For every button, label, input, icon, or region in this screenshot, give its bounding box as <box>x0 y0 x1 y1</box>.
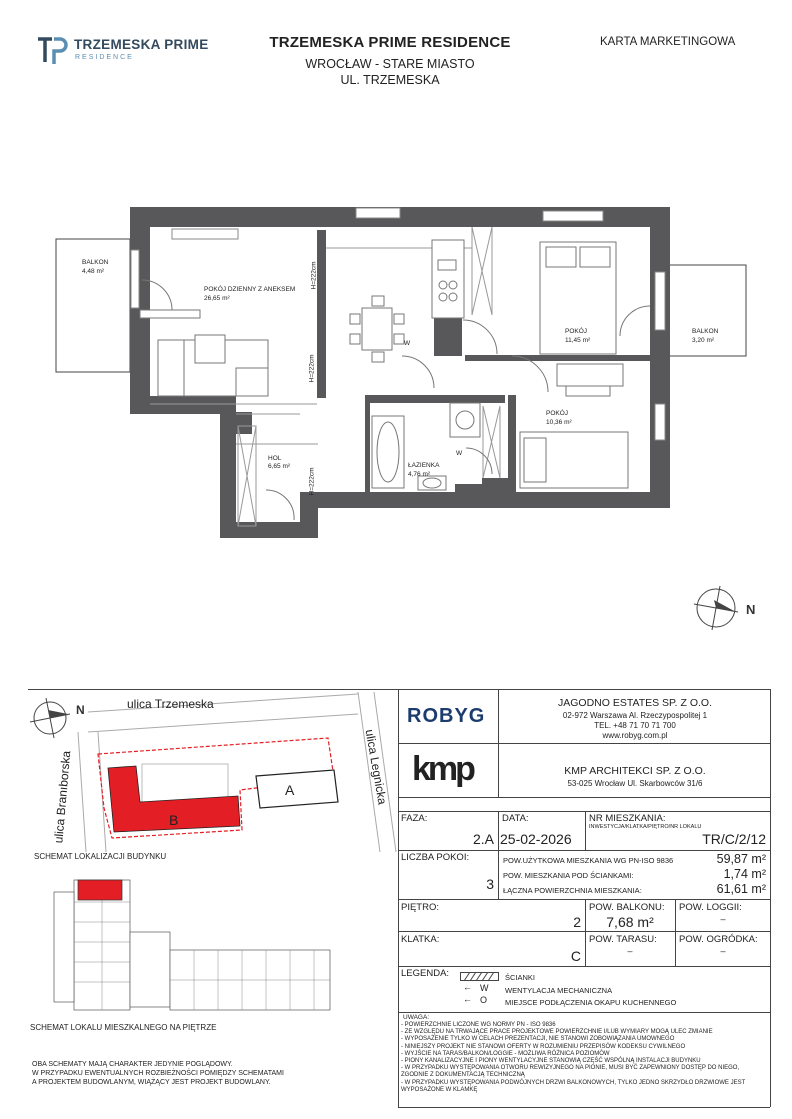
balcony-right-label: BALKON <box>692 328 719 335</box>
floor-value: 2 <box>573 914 581 930</box>
site-map <box>28 692 398 852</box>
grid-line <box>398 966 770 967</box>
grid-line <box>585 811 586 850</box>
terrace-value: – <box>627 946 633 956</box>
room-1-label: POKÓJ <box>565 328 588 335</box>
logo-divider <box>498 689 499 797</box>
notes-title: UWAGA: <box>403 1014 430 1021</box>
note-line: - NINIEJSZY PROJEKT NIE STANOWI OFERTY W ROZUMIENIU PRZEPISÓW KODEKSU CYWILNEGO <box>401 1043 686 1050</box>
logo-name: TRZEMESKA PRIME <box>74 37 209 52</box>
svg-text:N: N <box>76 703 85 717</box>
bathroom-area: 4,76 m² <box>408 471 431 478</box>
architect-address: 53-025 Wrocław Ul. Skarbowców 31/6 <box>567 779 703 788</box>
grid-line <box>398 850 770 851</box>
bathroom-label: ŁAZIENKA <box>408 462 440 469</box>
grid-line <box>398 1107 770 1108</box>
grid-line <box>585 899 586 966</box>
hatch-icon <box>460 972 500 982</box>
unit-value: TR/C/2/12 <box>702 831 766 847</box>
balcony-left-area: 4,48 m² <box>82 268 105 275</box>
building-b-label: B <box>169 812 179 828</box>
notes-list <box>401 1022 745 1094</box>
logo-sub: RESIDENCE <box>75 54 134 61</box>
street-top-label: ulica Trzemeska <box>127 697 214 711</box>
city-line: WROCŁAW - STARE MIASTO <box>305 57 475 71</box>
balcony-area-value: 7,68 m² <box>606 914 654 930</box>
ventilation-mark: W <box>456 450 463 457</box>
stair-label: KLATKA: <box>401 934 440 945</box>
arrow-icon: ← <box>463 994 472 1004</box>
robyg-logo: ROBYG <box>407 705 486 727</box>
legend-hood: MIEJSCE PODŁĄCZENIA OKAPU KUCHENNEGO <box>505 998 677 1007</box>
usable-area-value: 59,87 m² <box>716 852 766 866</box>
card-type: KARTA MARKETINGOWA <box>600 36 736 48</box>
garden-value: – <box>720 946 726 956</box>
street-left-label: ulica Branıborska <box>51 750 74 844</box>
rooms-label: LICZBA POKOI: <box>401 852 470 863</box>
grid-line <box>398 931 770 932</box>
unit-label: NR MIESZKANIA: <box>589 813 666 824</box>
disclaimer-line: OBA SCHEMATY MAJĄ CHARAKTER JEDYNIE POGLĄDOWY. <box>32 1061 233 1068</box>
building-a-label: A <box>285 782 295 798</box>
svg-text:N: N <box>746 602 756 617</box>
compass-icon <box>30 698 85 738</box>
note-line: - PIONY KANALIZACYJNE I PIONY WENTYLACYJNE STANOWIĄ CZĘŚĆ WSPÓLNĄ INSTALACJI BUDYNKU <box>401 1058 701 1065</box>
floor-label: PIĘTRO: <box>401 902 440 913</box>
date-label: DATA: <box>502 813 529 824</box>
room-1-area: 11,45 m² <box>565 337 591 344</box>
note-line: WYPOSAŻONE W KLAMKĘ <box>401 1086 478 1093</box>
note-line: - ZE WZGLĘDU NA TRWAJĄCE PRACE PROJEKTOWE POWIERZCHNIE I/LUB WYMIARY MOGĄ ULEC ZMIANIE <box>401 1029 713 1036</box>
balcony-right-area: 3,20 m² <box>692 337 715 344</box>
note-line: - W PRZYPADKU WYSTĘPOWANIA OTWORU REWIZYJNEGO NA PIONIE, MUSI BYĆ ZAPEWNIONY DOSTĘP DO NIEGO, <box>401 1065 740 1072</box>
grid-line <box>675 899 676 966</box>
developer-web: www.robyg.com.pl <box>602 731 668 740</box>
note-line: - W PRZYPADKU WYSTĘPOWANIA PODWÓJNYCH DRZWI BALKONOWYCH, TYLKO JEDNO SKRZYDŁO DRZWIOWE JEST <box>401 1079 746 1086</box>
logo-mark-icon <box>36 36 68 66</box>
usable-area-label: POW.UŻYTKOWA MIESZKANIA WG PN-ISO 9836 <box>503 856 674 865</box>
rooms-value: 3 <box>486 876 494 892</box>
developer-phone: TEL. +48 71 70 71 700 <box>594 721 676 730</box>
height-label: H=222cm <box>308 467 316 496</box>
developer-address: 02-972 Warszawa Al. Rzeczypospolitej 1 <box>562 711 708 720</box>
grid-line <box>398 1012 770 1013</box>
height-label: H=222cm <box>310 261 318 290</box>
compass-icon <box>694 586 755 630</box>
terrace-label: POW. TARASU: <box>589 934 657 945</box>
legend-label: LEGENDA: <box>401 968 450 979</box>
total-area-value: 61,61 m² <box>716 882 766 896</box>
grid-line <box>770 689 771 1107</box>
hall-label: HOL <box>268 455 282 462</box>
arrow-icon: ← <box>463 982 472 992</box>
hall-area: 6,65 m² <box>268 463 291 470</box>
ventilation-mark: W <box>404 340 411 347</box>
room-2-label: POKÓJ <box>546 410 569 417</box>
living-room-area: 26,65 m² <box>204 295 230 302</box>
note-line: - WYJŚCIE NA TARAS/BALKON/LOGGIE - MOŻLIWA RÓŻNICA POZIOMÓW <box>401 1050 610 1057</box>
height-label: H=222cm <box>308 354 316 383</box>
note-line: ZGODNIE Z DOKUMENTACJĄ TECHNICZNĄ <box>401 1072 525 1079</box>
living-room-label: POKÓJ DZIENNY Z ANEKSEM <box>204 286 296 293</box>
legend-hood-mark: O <box>480 995 488 1005</box>
balcony-left-label: BALKON <box>82 259 109 266</box>
logo <box>36 36 68 71</box>
grid-line <box>398 899 770 900</box>
bottom-vertical-divider <box>398 689 399 1107</box>
legend-walls: ŚCIANKI <box>505 973 536 982</box>
note-line: - WYPOSAŻENIE TYLKO W CELACH PREZENTACJI, NIE STANOWI ZOBOWIĄZANIA UMOWNEGO <box>401 1036 675 1043</box>
loggia-label: POW. LOGGII: <box>679 902 742 913</box>
total-area-label: ŁĄCZNA POWIERZCHNIA MIESZKANIA: <box>503 886 642 895</box>
slope-area-value: 1,74 m² <box>723 867 766 881</box>
balcony-area-label: POW. BALKONU: <box>589 902 665 913</box>
kmp-logo: kmp <box>412 750 473 788</box>
grid-line <box>498 850 499 899</box>
grid-line <box>398 797 770 798</box>
phase-value: 2.A <box>472 831 494 847</box>
disclaimer-line: A PROJEKTEM BUDOWLANYM, WIĄŻĄCY JEST PROJEKT BUDOWLANY. <box>32 1079 271 1086</box>
note-line: - POWIERZCHNIE LICZONE WG NORMY PN - ISO 9836 <box>401 1022 556 1028</box>
site-caption: SCHEMAT LOKALIZACJI BUDYNKU <box>34 852 167 861</box>
disclaimer-line: W PRZYPADKU EWENTUALNYCH ROZBIEŻNOŚCI POMIĘDZY SCHEMATAMI <box>32 1070 284 1077</box>
phase-label: FAZA: <box>401 813 428 824</box>
legend-ventilation: WENTYLACJA MECHANICZNA <box>505 986 613 995</box>
loggia-value: – <box>720 914 726 924</box>
grid-line <box>498 811 499 850</box>
floor-caption: SCHEMAT LOKALU MIESZKALNEGO NA PIĘTRZE <box>30 1023 217 1032</box>
street-line: UL. TRZEMESKA <box>340 73 440 87</box>
grid-line <box>398 811 770 812</box>
unit-sublabel: INWESTYCJA/KLATKA/PIĘTRO/NR LOKALU <box>589 824 702 830</box>
legend-ventilation-mark: W <box>480 983 489 993</box>
room-2-area: 10,36 m² <box>546 419 572 426</box>
floor-plan <box>0 190 792 650</box>
date-value: 25-02-2026 <box>500 831 572 847</box>
slope-area-label: POW. MIESZKANIA POD ŚCIANKAMI: <box>503 871 634 880</box>
architect-name: KMP ARCHITEKCI SP. Z O.O. <box>564 765 706 777</box>
floor-schematic <box>44 872 344 1012</box>
street-right-label: ulica Legnicka <box>362 728 390 806</box>
page-title: TRZEMESKA PRIME RESIDENCE <box>269 34 511 51</box>
developer-name: JAGODNO ESTATES SP. Z O.O. <box>557 697 713 709</box>
garden-label: POW. OGRÓDKA: <box>679 934 758 945</box>
stair-value: C <box>570 948 581 964</box>
